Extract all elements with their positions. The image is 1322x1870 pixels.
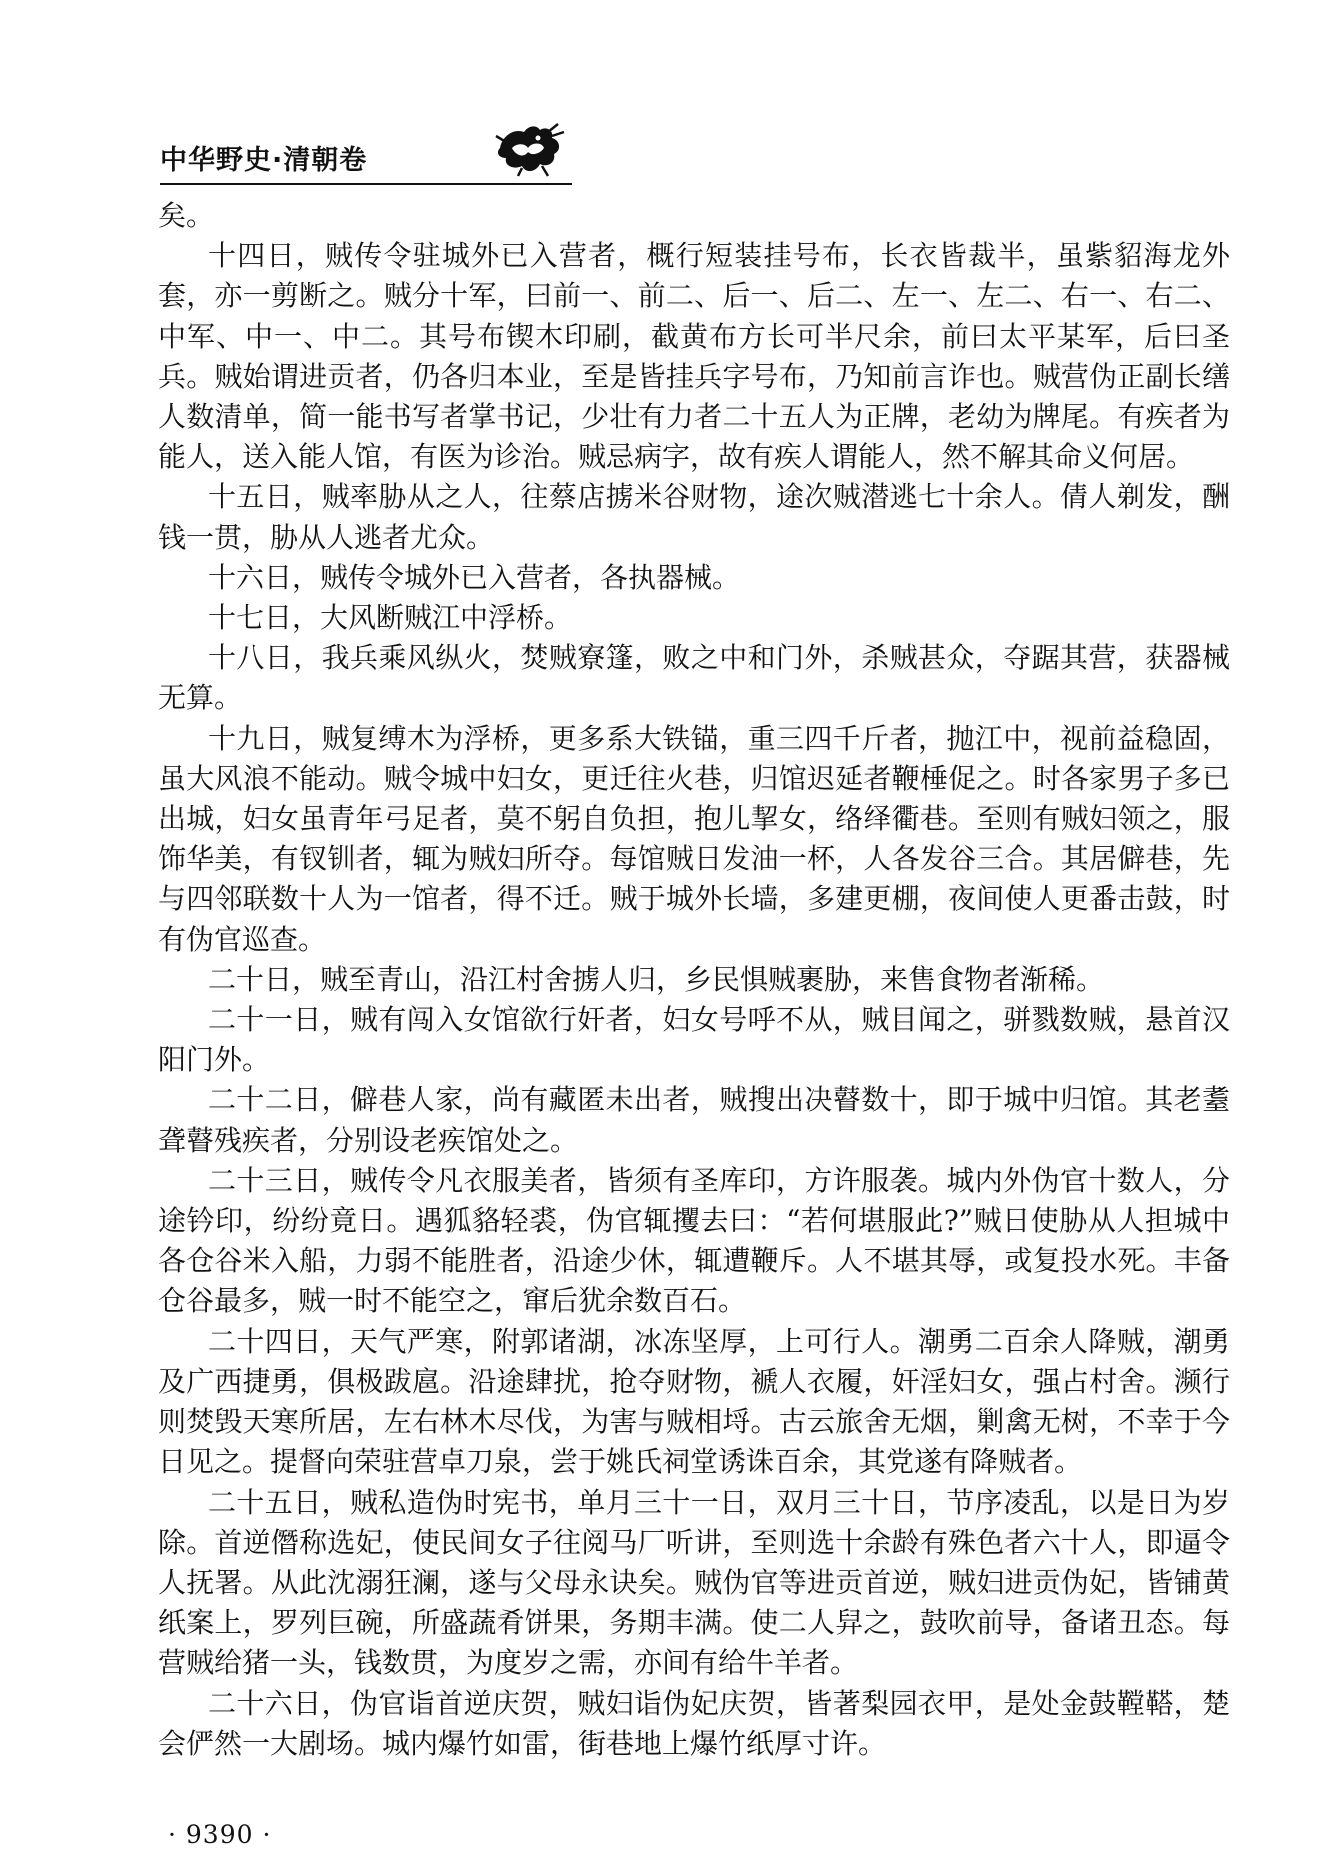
paragraph: 二十三日，贼传令凡衣服美者，皆须有圣库印，方许服袭。城内外伪官十数人，分途钤印，纷纷竟日。遇狐貉轻裘，伪官辄攫去曰：“若何堪服此?”贼日使胁从人担城中各仓谷米入船，力弱不能胜者，沿途少休，辄遭鞭斥。人不堪其辱，或复投水死。丰备仓谷最多，贼一时不能空之，窜后犹余数百石。 [158, 1163, 1230, 1318]
paragraph: 十九日，贼复缚木为浮桥，更多系大铁锚，重三四千斤者，抛江中，视前益稳固，虽大风浪不能动。贼令城中妇女，更迁往火巷，归馆迟延者鞭棰促之。时各家男子多已出城，妇女虽青年弓足者，莫不躬自负担，抱儿挈女，络绎衢巷。至则有贼妇领之，服饰华美，有钗钏者，辄为贼妇所夺。每馆贼日发油一杯，人各发谷三合。其居僻巷，先与四邻联数十人为一馆者，得不迁。贼于城外长墙，多建更棚，夜间使人更番击鼓，时有伪官巡查。 [158, 721, 1230, 956]
paragraph: 十八日，我兵乘风纵火，焚贼寮篷，败之中和门外，杀贼甚众，夺踞其营，获器械无算。 [158, 641, 1230, 715]
paragraph: 二十六日，伪官诣首逆庆贺，贼妇诣伪妃庆贺，皆著梨园衣甲，是处金鼓鞺鞳，楚会俨然一大剧场。城内爆竹如雷，街巷地上爆竹纸厚寸许。 [158, 1686, 1230, 1760]
page-number: · 9390 · [168, 1820, 272, 1849]
paragraph: 二十二日，僻巷人家，尚有藏匿未出者，贼搜出决瞽数十，即于城中归馆。其老耋聋瞽残疾者，分别设老疾馆处之。 [158, 1083, 1230, 1157]
header-rule [160, 183, 572, 185]
paragraph: 十五日，贼率胁从之人，往蔡店掳米谷财物，途次贼潜逃七十余人。倩人剃发，酬钱一贯，胁从人逃者尤众。 [158, 480, 1230, 554]
paragraph: 十四日，贼传令驻城外已入营者，概行短装挂号布，长衣皆裁半，虽紫貂海龙外套，亦一剪断之。贼分十军，曰前一、前二、后一、后二、左一、左二、右一、右二、中军、中一、中二。其号布锲木印刷，截黄布方长可半尺余，前曰太平某军，后曰圣兵。贼始谓进贡者，仍各归本业，至是皆挂兵字号布，乃知前言诈也。贼营伪正副长缮人数清单，简一能书写者掌书记，少壮有力者二十五人为正牌，老幼为牌尾。有疾者为能人，送入能人馆，有医为诊治。贼忌病字，故有疾人谓能人，然不解其命义何居。 [158, 239, 1230, 474]
paragraph: 二十一日，贼有闯入女馆欲行奸者，妇女号呼不从，贼目闻之，骈戮数贼，悬首汉阳门外。 [158, 1003, 1230, 1077]
running-header [160, 118, 572, 184]
paragraph: 二十四日，天气严寒，附郭诸湖，冰冻坚厚，上可行人。潮勇二百余人降贼，潮勇及广西捷勇，俱极跋扈。沿途肆扰，抢夺财物，褫人衣履，奸淫妇女，强占村舍。濒行则焚毁天寒所居，左右林木尽伐，为害与贼相埒。古云旅舍无烟，剿禽无树，不幸于今日见之。提督向荣驻营卓刀泉，尝于姚氏祠堂诱诛百余，其党遂有降贼者。 [158, 1324, 1230, 1479]
running-header-title: 中华野史·清朝卷 [160, 145, 368, 176]
paragraph: 十六日，贼传令城外已入营者，各执器械。 [208, 560, 741, 594]
paragraph: 十七日，大风断贼江中浮桥。 [208, 601, 573, 635]
dragon-emblem-icon [492, 118, 568, 178]
body-text [158, 196, 1230, 1764]
paragraph: 二十日，贼至青山，沿江村舍掳人归，乡民惧贼裹胁，来售食物者渐稀。 [208, 962, 1105, 996]
paragraph: 二十五日，贼私造伪时宪书，单月三十一日，双月三十日，节序凌乱，以是日为岁除。首逆僭称选妃，使民间女子往阅马厂听讲，至则选十余龄有殊色者六十人，即逼令人抚署。从此沈溺狂澜，遂与父母永诀矣。贼伪官等进贡首逆，贼妇进贡伪妃，皆铺黄纸案上，罗列巨碗，所盛蔬肴饼果，务期丰满。使二人舁之，鼓吹前导，备诸丑态。每营贼给猪一头，钱数贯，为度岁之需，亦间有给牛羊者。 [158, 1485, 1230, 1680]
paragraph: 矣。 [158, 199, 215, 232]
